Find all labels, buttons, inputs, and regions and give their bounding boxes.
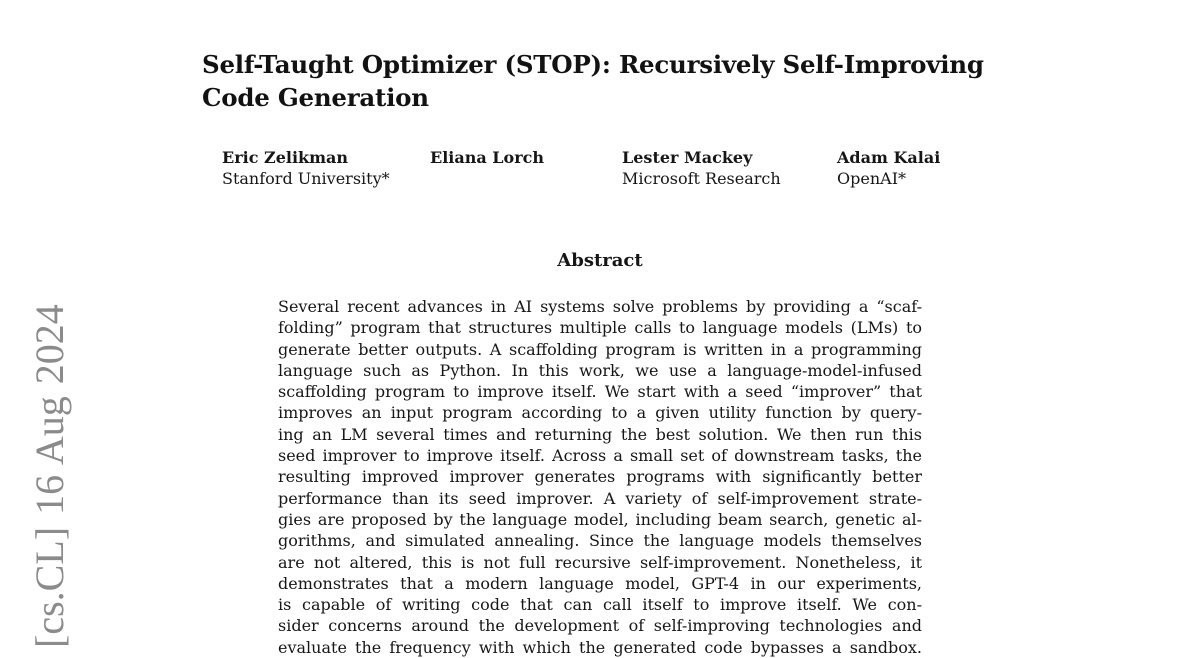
author-block: [0, 147, 1200, 199]
author-name: Adam Kalai: [837, 148, 941, 167]
arxiv-sidebar-stamp: [cs.CL] 16 Aug 2024: [27, 304, 72, 648]
author-lester-mackey: [622, 147, 781, 189]
abstract-line: resulting improved improver generates programs with significantly better: [278, 467, 922, 487]
author-adam-kalai: [837, 147, 940, 189]
author-eliana-lorch: [430, 147, 544, 168]
abstract-line: gies are proposed by the language model, including beam search, genetic al-: [278, 509, 922, 529]
paper-title-line-1: Self-Taught Optimizer (STOP): Recursively Self-Improving: [202, 50, 984, 79]
abstract-line: sider concerns around the development of self-improving technologies and: [278, 616, 922, 636]
abstract-line: is capable of writing code that can call itself to improve itself. We con-: [278, 595, 922, 615]
abstract-line: scaffolding program to improve itself. We start with a seed “improver” that: [278, 382, 922, 402]
paper-title: [202, 48, 984, 114]
abstract-line: Several recent advances in AI systems solve problems by providing a “scaf-: [278, 297, 922, 316]
abstract-line: folding” program that structures multiple calls to language models (LMs) to: [278, 318, 922, 338]
abstract-line: are not altered, this is not full recursive self-improvement. Nonetheless, it: [278, 552, 922, 572]
abstract-line-clipped: evaluate the frequency with which the generated code bypasses a sandbox.: [278, 637, 922, 657]
author-eric-zelikman: [222, 147, 390, 189]
author-affiliation: OpenAI*: [837, 169, 907, 188]
abstract-body: [278, 296, 922, 658]
author-affiliation: Microsoft Research: [622, 169, 781, 188]
abstract-line: generate better outputs. A scaffolding program is written in a programming: [278, 339, 922, 359]
abstract-line: ing an LM several times and returning the best solution. We then run this: [278, 424, 922, 444]
abstract-line: gorithms, and simulated annealing. Since the language models themselves: [278, 531, 922, 551]
author-affiliation: Stanford University*: [222, 169, 390, 188]
author-name: Eliana Lorch: [430, 148, 545, 167]
abstract-line: seed improver to improve itself. Across a small set of downstream tasks, the: [278, 446, 922, 466]
abstract-line: improves an input program according to a given utility function by query-: [278, 403, 922, 423]
abstract-line: language such as Python. In this work, we use a language-model-infused: [278, 360, 922, 380]
author-name: Lester Mackey: [622, 148, 753, 167]
author-name: Eric Zelikman: [222, 148, 349, 167]
abstract-line: performance than its seed improver. A variety of self-improvement strate-: [278, 488, 922, 508]
abstract-heading: Abstract: [557, 250, 643, 271]
abstract-line: demonstrates that a modern language model, GPT-4 in our experiments,: [278, 573, 922, 593]
paper-title-line-2: Code Generation: [202, 83, 429, 112]
